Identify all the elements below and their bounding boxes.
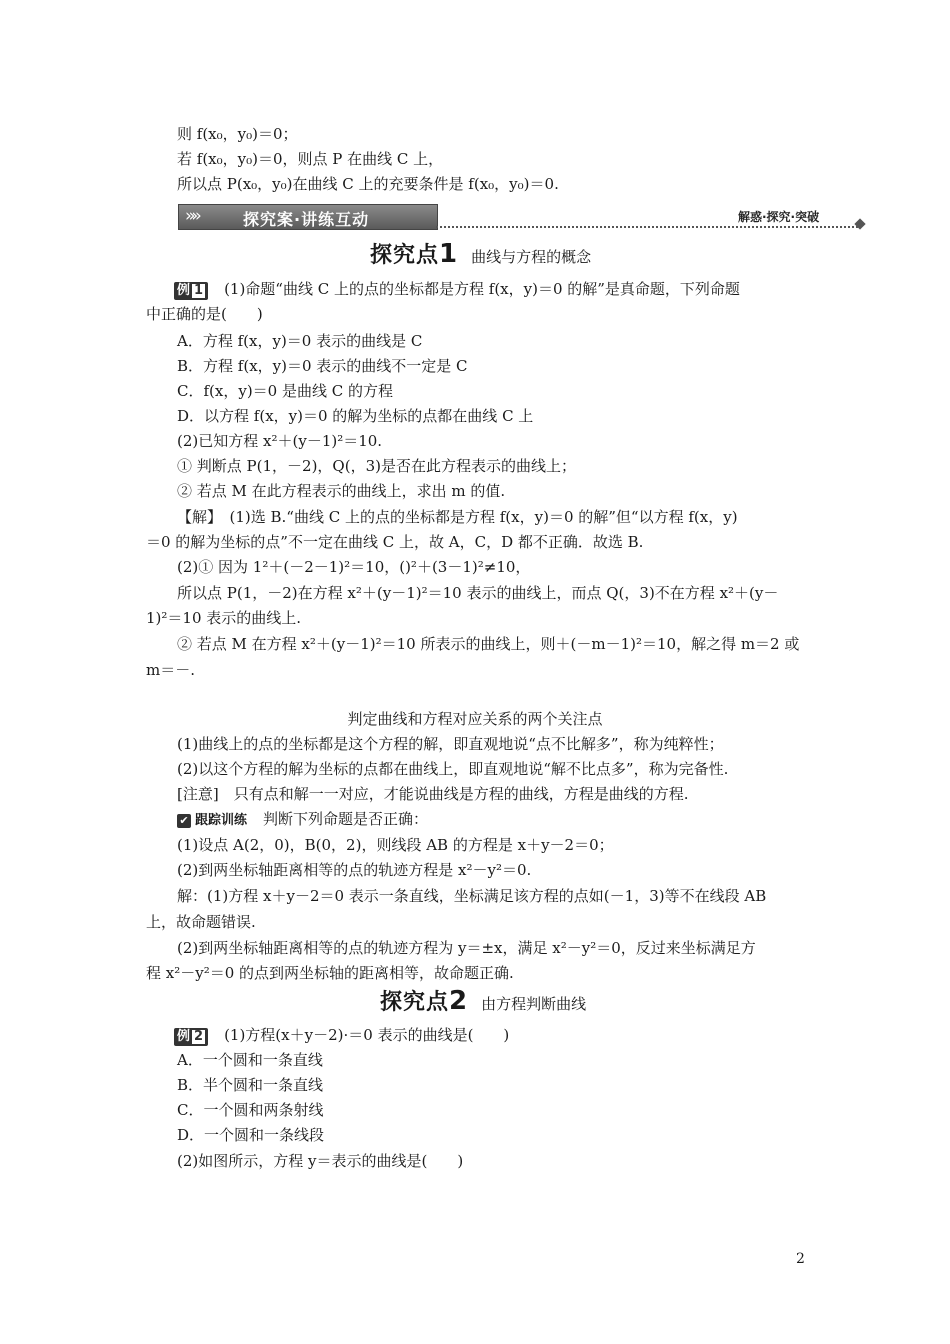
banner-title: 探究案·讲练互动: [243, 210, 370, 229]
text-line: (2)到两坐标轴距离相等的点的轨迹方程是 x²－y²＝0.: [177, 861, 532, 879]
section-banner: [178, 204, 868, 230]
solution-line: 【解】 (1)选 B.“曲线 C 上的点的坐标都是方程 f(x，y)＝0 的解”但“以方程 f(x，y): [177, 508, 738, 526]
text-line: 所以点 P(x₀，y₀)在曲线 C 上的充要条件是 f(x₀，y₀)＝0.: [177, 175, 559, 193]
tracking-badge-label: 跟踪训练: [195, 813, 248, 828]
example-badge-label: 例: [177, 1029, 191, 1044]
example-2-line: [174, 1024, 509, 1046]
chevron-icon: »»: [185, 206, 198, 226]
section-number: 2: [449, 986, 468, 1016]
text-line: 若 f(x₀，y₀)＝0，则点 P 在曲线 C 上，: [177, 150, 444, 168]
solution-line: ② 若点 M 在方程 x²＋(y－1)²＝10 所表示的曲线上，则＋(－m－1)²＝10，解之得 m＝2 或: [177, 635, 800, 653]
section-number: 1: [439, 239, 458, 269]
text-line: 程 x²－y²＝0 的点到两坐标轴的距离相等，故命题正确.: [146, 964, 514, 982]
text-line: 解：(1)方程 x＋y－2＝0 表示一条直线，坐标满足该方程的点如(－1，3)等不在线段 AB: [177, 887, 767, 905]
solution-line: (2)① 因为 1²＋(－2－1)²＝10，()²＋(3－1)²≠10，: [177, 558, 531, 576]
option-d: D．一个圆和一条线段: [177, 1126, 325, 1144]
banner-box: [178, 204, 438, 230]
page-number: 2: [796, 1251, 805, 1267]
text-line: (1)设点 A(2，0)，B(0，2)，则线段 AB 的方程是 x＋y－2＝0；: [177, 836, 614, 854]
text-line: (2)已知方程 x²＋(y－1)²＝10.: [177, 432, 383, 450]
summary-line: (2)以这个方程的解为坐标的点都在曲线上，即直观地说“解不比点多”，称为完备性.: [177, 760, 729, 778]
option-d: D．以方程 f(x，y)＝0 的解为坐标的点都在曲线 C 上: [177, 407, 534, 425]
example-1-line: [174, 278, 740, 300]
text-line: 上，故命题错误.: [146, 913, 256, 931]
section-label: 探究点: [380, 990, 450, 1015]
option-a: A．一个圆和一条直线: [177, 1051, 323, 1069]
text-line: ② 若点 M 在此方程表示的曲线上，求出 m 的值.: [177, 482, 506, 500]
check-icon: ✔: [177, 814, 191, 828]
example-badge: [174, 1028, 208, 1046]
tracking-intro: 判断下列命题是否正确：: [263, 810, 429, 828]
section-label: 探究点: [370, 243, 440, 268]
section-heading-2: [380, 985, 586, 1016]
option-c: C．f(x，y)＝0 是曲线 C 的方程: [177, 382, 393, 400]
summary-line: (1)曲线上的点的坐标都是这个方程的解，即直观地说“点不比解多”，称为纯粹性；: [177, 735, 724, 753]
text-line: 中正确的是( ): [146, 305, 263, 323]
text-line: ① 判断点 P(1，－2)，Q(，3)是否在此方程表示的曲线上；: [177, 457, 576, 475]
section-topic: 曲线与方程的概念: [471, 248, 592, 266]
option-c: C．一个圆和两条射线: [177, 1101, 324, 1119]
tracking-badge: [177, 813, 247, 828]
example-badge: [174, 282, 208, 300]
option-a: A．方程 f(x，y)＝0 表示的曲线是 C: [177, 332, 423, 350]
solution-line: 1)²＝10 表示的曲线上.: [146, 609, 302, 627]
solution-line: m＝－.: [146, 661, 195, 679]
example-badge-number: 2: [194, 1029, 204, 1044]
option-b: B．方程 f(x，y)＝0 表示的曲线不一定是 C: [177, 357, 468, 375]
text-line: (1)命题“曲线 C 上的点的坐标都是方程 f(x，y)＝0 的解”是真命题，下列命题: [224, 280, 740, 298]
text-line: 则 f(x₀，y₀)＝0；: [177, 125, 298, 143]
text-line: (2)到两坐标轴距离相等的点的轨迹方程为 y＝±x，满足 x²－y²＝0，反过来坐标满足方: [177, 939, 756, 957]
tracking-header: [177, 808, 428, 832]
section-topic: 由方程判断曲线: [481, 995, 587, 1013]
summary-title: 判定曲线和方程对应关系的两个关注点: [347, 710, 603, 728]
solution-line: 所以点 P(1，－2)在方程 x²＋(y－1)²＝10 表示的曲线上，而点 Q(，3)不在方程 x²＋(y－: [177, 584, 779, 602]
option-b: B．半个圆和一条直线: [177, 1076, 324, 1094]
section-heading-1: [370, 238, 591, 269]
summary-note: [注意] 只有点和解一一对应，才能说曲线是方程的曲线，方程是曲线的方程.: [177, 785, 689, 803]
text-line: (1)方程(x＋y－2)·＝0 表示的曲线是( ): [224, 1026, 510, 1044]
banner-divider: [436, 226, 858, 228]
text-line: (2)如图所示，方程 y＝表示的曲线是( ): [177, 1152, 464, 1170]
banner-subtitle: 解惑·探究·突破: [738, 210, 820, 224]
example-badge-label: 例: [177, 283, 191, 298]
solution-line: ＝0 的解为坐标的点”不一定在曲线 C 上，故 A，C，D 都不正确．故选 B.: [146, 533, 644, 551]
example-badge-number: 1: [194, 283, 204, 298]
